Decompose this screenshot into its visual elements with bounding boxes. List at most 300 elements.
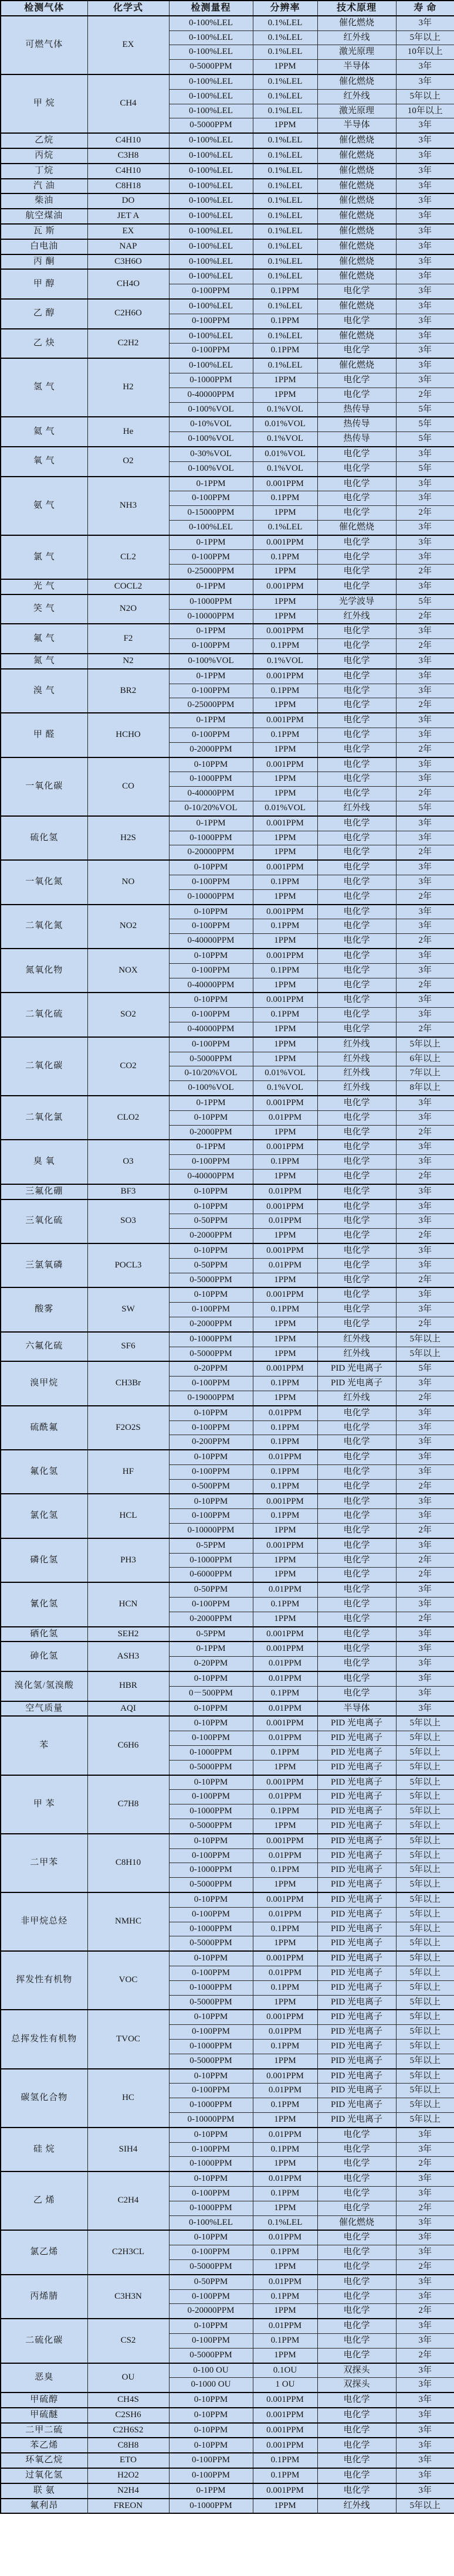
range-cell: 0-1000PPM xyxy=(169,831,253,845)
table-row xyxy=(1,74,454,89)
gas-name-cell: 二氧化氯 xyxy=(1,1096,87,1140)
range-cell: 0-10PPM xyxy=(169,2171,253,2186)
formula-cell: SEH2 xyxy=(87,1627,169,1642)
formula-cell: DO xyxy=(87,193,169,209)
formula-cell: C6H6 xyxy=(87,1716,169,1775)
formula-cell: OU xyxy=(87,2363,169,2393)
range-cell: 0-10PPM xyxy=(169,2128,253,2142)
formula-cell: NAP xyxy=(87,239,169,254)
gas-name-cell: 三氯氧磷 xyxy=(1,1243,87,1287)
table-row xyxy=(1,358,454,373)
lifespan-cell: 2年 xyxy=(396,388,454,402)
gas-name-cell: 丁烷 xyxy=(1,164,87,179)
lifespan-cell: 3年 xyxy=(396,1598,454,1612)
lifespan-cell: 3年 xyxy=(396,118,454,133)
gas-name-cell: 六氟化硫 xyxy=(1,1332,87,1362)
resolution-cell: 1PPM xyxy=(253,1229,317,1243)
principle-cell: 电化学 xyxy=(317,2245,396,2260)
principle-cell: 电化学 xyxy=(317,949,396,963)
principle-cell: 电化学 xyxy=(317,698,396,713)
formula-cell: HF xyxy=(87,1450,169,1494)
lifespan-cell: 3年 xyxy=(396,269,454,284)
resolution-cell: 0.1OU xyxy=(253,2363,317,2378)
principle-cell: 电化学 xyxy=(317,1553,396,1568)
formula-cell: He xyxy=(87,417,169,447)
resolution-cell: 1PPM xyxy=(253,1524,317,1538)
formula-cell: C8H18 xyxy=(87,179,169,194)
table-row xyxy=(1,2171,454,2186)
col-header-principle: 技术原理 xyxy=(317,1,396,16)
principle-cell: 光学波导 xyxy=(317,594,396,609)
range-cell: 0-10PPM xyxy=(169,1834,253,1848)
principle-cell: 电化学 xyxy=(317,831,396,845)
principle-cell: 电化学 xyxy=(317,2408,396,2423)
principle-cell: 电化学 xyxy=(317,624,396,638)
gas-name-cell: 二甲二硫 xyxy=(1,2423,87,2438)
formula-cell: SO3 xyxy=(87,1199,169,1243)
formula-cell: POCL3 xyxy=(87,1243,169,1287)
gas-name-cell: 甲 苯 xyxy=(1,1775,87,1834)
range-cell: 0-10PPM xyxy=(169,1775,253,1790)
principle-cell: PID 光电离子 xyxy=(317,2010,396,2024)
range-cell: 0-1000PPM xyxy=(169,1746,253,1761)
principle-cell: 电化学 xyxy=(317,344,396,358)
formula-cell: JET A xyxy=(87,209,169,224)
resolution-cell: 0.1PPM xyxy=(253,1155,317,1170)
resolution-cell: 1PPM xyxy=(253,1169,317,1184)
principle-cell: 电化学 xyxy=(317,1538,396,1553)
lifespan-cell: 3年 xyxy=(396,2423,454,2438)
range-cell: 0-100PPM xyxy=(169,1420,253,1435)
gas-name-cell: 硫化氢 xyxy=(1,816,87,860)
lifespan-cell: 3年 xyxy=(396,193,454,209)
lifespan-cell: 2年 xyxy=(396,639,454,654)
principle-cell: 电化学 xyxy=(317,2453,396,2468)
table-row xyxy=(1,579,454,594)
table-row xyxy=(1,1701,454,1717)
lifespan-cell: 3年 xyxy=(396,579,454,594)
table-row xyxy=(1,2069,454,2084)
range-cell: 0-100PPM xyxy=(169,314,253,328)
range-cell: 0-5000PPM xyxy=(169,2259,253,2274)
range-cell: 0-10PPM xyxy=(169,1287,253,1302)
lifespan-cell: 3年 xyxy=(396,1464,454,1479)
resolution-cell: 1PPM xyxy=(253,1760,317,1775)
resolution-cell: 1PPM xyxy=(253,1878,317,1892)
range-cell: 0-2000PPM xyxy=(169,742,253,757)
gas-name-cell: 航空煤油 xyxy=(1,209,87,224)
lifespan-cell: 3年 xyxy=(396,520,454,535)
gas-name-cell: 过氧化氢 xyxy=(1,2468,87,2483)
range-cell: 0-100PPM xyxy=(169,728,253,743)
resolution-cell: 1PPM xyxy=(253,831,317,845)
range-cell: 0-1000PPM xyxy=(169,1863,253,1878)
lifespan-cell: 5年 xyxy=(396,432,454,447)
col-header-resolution: 分辨率 xyxy=(253,1,317,16)
col-header-formula: 化学式 xyxy=(87,1,169,16)
range-cell: 0-10PPM xyxy=(169,1450,253,1464)
range-cell: 0-20PPM xyxy=(169,1657,253,1671)
resolution-cell: 0.1%VOL xyxy=(253,402,317,417)
range-cell: 0-1000PPM xyxy=(169,1804,253,1819)
gas-name-cell: 氧 气 xyxy=(1,447,87,477)
principle-cell: PID 光电离子 xyxy=(317,2039,396,2054)
resolution-cell: 0.1PPM xyxy=(253,2098,317,2113)
range-cell: 0-100PPM xyxy=(169,1155,253,1170)
resolution-cell: 1PPM xyxy=(253,2259,317,2274)
principle-cell: PID 光电离子 xyxy=(317,1907,396,1922)
formula-cell: HCL xyxy=(87,1494,169,1538)
resolution-cell: 0.1%LEL xyxy=(253,299,317,314)
principle-cell: 电化学 xyxy=(317,787,396,801)
table-row xyxy=(1,1096,454,1110)
lifespan-cell: 3年 xyxy=(396,2378,454,2393)
range-cell: 0-1PPM xyxy=(169,535,253,550)
range-cell: 0-500PPM xyxy=(169,1479,253,1494)
lifespan-cell: 3年 xyxy=(396,2128,454,2142)
principle-cell: 电化学 xyxy=(317,565,396,579)
resolution-cell: 0.1PPM xyxy=(253,875,317,890)
principle-cell: 激光原理 xyxy=(317,104,396,118)
range-cell: 0-100PPM xyxy=(169,2468,253,2483)
table-row xyxy=(1,654,454,669)
resolution-cell: 0.1%LEL xyxy=(253,209,317,224)
resolution-cell: 0.1%VOL xyxy=(253,432,317,447)
resolution-cell: 0.001PPM xyxy=(253,2408,317,2423)
range-cell: 0-40000PPM xyxy=(169,1022,253,1036)
principle-cell: 红外线 xyxy=(317,89,396,104)
lifespan-cell: 3年 xyxy=(396,1214,454,1229)
principle-cell: 电化学 xyxy=(317,2393,396,2408)
resolution-cell: 0.01%VOL xyxy=(253,447,317,461)
principle-cell: 电化学 xyxy=(317,491,396,506)
resolution-cell: 0.01PPM xyxy=(253,1184,317,1199)
lifespan-cell: 5年 xyxy=(396,417,454,431)
lifespan-cell: 5年以上 xyxy=(396,1834,454,1848)
range-cell: 0-100%LEL xyxy=(169,45,253,60)
lifespan-cell: 3年 xyxy=(396,550,454,565)
range-cell: 0-30%VOL xyxy=(169,447,253,461)
table-row xyxy=(1,16,454,30)
lifespan-cell: 5年以上 xyxy=(396,2010,454,2024)
formula-cell: F2O2S xyxy=(87,1406,169,1450)
table-row xyxy=(1,224,454,239)
principle-cell: 电化学 xyxy=(317,2468,396,2483)
resolution-cell: 1PPM xyxy=(253,772,317,787)
principle-cell: 电化学 xyxy=(317,2142,396,2157)
gas-name-cell: 汽 油 xyxy=(1,179,87,194)
resolution-cell: 0.01PPM xyxy=(253,1966,317,1980)
gas-name-cell: 酸雾 xyxy=(1,1287,87,1331)
principle-cell: 电化学 xyxy=(317,373,396,388)
lifespan-cell: 5年以上 xyxy=(396,1892,454,1907)
resolution-cell: 0.1%LEL xyxy=(253,89,317,104)
resolution-cell: 0.01PPM xyxy=(253,1582,317,1597)
lifespan-cell: 3年 xyxy=(396,2142,454,2157)
formula-cell: CL2 xyxy=(87,535,169,579)
range-cell: 0-1000PPM xyxy=(169,1553,253,1568)
resolution-cell: 0.1%LEL xyxy=(253,16,317,30)
lifespan-cell: 3年 xyxy=(396,314,454,328)
range-cell: 0-6000PPM xyxy=(169,1568,253,1582)
principle-cell: 电化学 xyxy=(317,1317,396,1331)
principle-cell: PID 光电离子 xyxy=(317,2069,396,2084)
gas-name-cell: 甲 醛 xyxy=(1,713,87,757)
range-cell: 0-10PPM xyxy=(169,1892,253,1907)
lifespan-cell: 5年以上 xyxy=(396,89,454,104)
range-cell: 0-1PPM xyxy=(169,624,253,638)
lifespan-cell: 5年以上 xyxy=(396,2499,454,2514)
range-cell: 0-10PPM xyxy=(169,1701,253,1717)
resolution-cell: 0.001PPM xyxy=(253,713,317,728)
lifespan-cell: 3年 xyxy=(396,684,454,698)
range-cell: 0-50PPM xyxy=(169,2275,253,2289)
principle-cell: PID 光电离子 xyxy=(317,2112,396,2127)
range-cell: 0-100PPM xyxy=(169,2084,253,2098)
gas-name-cell: 苯乙烯 xyxy=(1,2438,87,2453)
range-cell: 0-10PPM xyxy=(169,2230,253,2245)
resolution-cell: 1PPM xyxy=(253,845,317,860)
lifespan-cell: 3年 xyxy=(396,2453,454,2468)
principle-cell: PID 光电离子 xyxy=(317,1790,396,1804)
principle-cell: 电化学 xyxy=(317,506,396,521)
range-cell: 0-1PPM xyxy=(169,477,253,491)
table-row xyxy=(1,905,454,919)
resolution-cell: 1PPM xyxy=(253,1819,317,1834)
resolution-cell: 1PPM xyxy=(253,978,317,993)
gas-name-cell: 硫酰氟 xyxy=(1,1406,87,1450)
resolution-cell: 1PPM xyxy=(253,2499,317,2514)
lifespan-cell: 3年 xyxy=(396,713,454,728)
table-row xyxy=(1,2423,454,2438)
lifespan-cell: 5年以上 xyxy=(396,2039,454,2054)
formula-cell: C4H10 xyxy=(87,133,169,148)
principle-cell: 电化学 xyxy=(317,2171,396,2186)
resolution-cell: 1PPM xyxy=(253,934,317,949)
lifespan-cell: 2年 xyxy=(396,506,454,521)
principle-cell: 电化学 xyxy=(317,1642,396,1656)
lifespan-cell: 5年以上 xyxy=(396,1760,454,1775)
gas-table-body xyxy=(1,16,454,2514)
principle-cell: PID 光电离子 xyxy=(317,1377,396,1391)
resolution-cell: 1PPM xyxy=(253,1037,317,1052)
table-row xyxy=(1,624,454,638)
lifespan-cell: 2年 xyxy=(396,698,454,713)
formula-cell: C8H8 xyxy=(87,2438,169,2453)
principle-cell: PID 光电离子 xyxy=(317,2098,396,2113)
lifespan-cell: 2年 xyxy=(396,1022,454,1036)
table-row xyxy=(1,477,454,491)
range-cell: 0-1000PPM xyxy=(169,373,253,388)
range-cell: 0-25000PPM xyxy=(169,698,253,713)
resolution-cell: 0.1PPM xyxy=(253,728,317,743)
resolution-cell: 0.1PPM xyxy=(253,684,317,698)
principle-cell: 电化学 xyxy=(317,1435,396,1450)
lifespan-cell: 10年以上 xyxy=(396,104,454,118)
resolution-cell: 0.01PPM xyxy=(253,1790,317,1804)
resolution-cell: 1PPM xyxy=(253,1936,317,1951)
lifespan-cell: 3年 xyxy=(396,1671,454,1686)
principle-cell: PID 光电离子 xyxy=(317,1966,396,1980)
resolution-cell: 0.001PPM xyxy=(253,1716,317,1731)
principle-cell: PID 光电离子 xyxy=(317,1951,396,1966)
lifespan-cell: 3年 xyxy=(396,1582,454,1597)
gas-name-cell: 溴化氢/氢溴酸 xyxy=(1,1671,87,1701)
lifespan-cell: 2年 xyxy=(396,742,454,757)
range-cell: 0-10PPM xyxy=(169,2438,253,2453)
lifespan-cell: 3年 xyxy=(396,860,454,875)
resolution-cell: 1PPM xyxy=(253,742,317,757)
resolution-cell: 0.1%LEL xyxy=(253,45,317,60)
resolution-cell: 0.1%LEL xyxy=(253,133,317,148)
table-row xyxy=(1,2363,454,2378)
range-cell: 0-50PPM xyxy=(169,1582,253,1597)
lifespan-cell: 3年 xyxy=(396,875,454,890)
resolution-cell: 0.01PPM xyxy=(253,2230,317,2245)
lifespan-cell: 2年 xyxy=(396,609,454,624)
range-cell: 0-10/20%VOL xyxy=(169,1066,253,1081)
lifespan-cell: 3年 xyxy=(396,2393,454,2408)
range-cell: 0-20PPM xyxy=(169,1361,253,1376)
resolution-cell: 0.1PPM xyxy=(253,1804,317,1819)
table-row xyxy=(1,2319,454,2333)
resolution-cell: 0.001PPM xyxy=(253,624,317,638)
table-row xyxy=(1,2408,454,2423)
col-header-lifespan: 寿 命 xyxy=(396,1,454,16)
lifespan-cell: 3年 xyxy=(396,344,454,358)
range-cell: 0-5000PPM xyxy=(169,1878,253,1892)
resolution-cell: 1 OU xyxy=(253,2378,317,2393)
formula-cell: H2O2 xyxy=(87,2468,169,2483)
lifespan-cell: 2年 xyxy=(396,2348,454,2363)
resolution-cell: 0.01PPM xyxy=(253,1671,317,1686)
resolution-cell: 1PPM xyxy=(253,2201,317,2215)
principle-cell: 催化燃烧 xyxy=(317,164,396,179)
resolution-cell: 0.1PPM xyxy=(253,2245,317,2260)
range-cell: 0-100%LEL xyxy=(169,269,253,284)
gas-name-cell: 空气质量 xyxy=(1,1701,87,1717)
formula-cell: EX xyxy=(87,16,169,74)
principle-cell: 红外线 xyxy=(317,801,396,816)
lifespan-cell: 5年以上 xyxy=(396,2069,454,2084)
resolution-cell: 0.001PPM xyxy=(253,905,317,919)
principle-cell: 红外线 xyxy=(317,1052,396,1066)
lifespan-cell: 3年 xyxy=(396,2483,454,2499)
resolution-cell: 1PPM xyxy=(253,1347,317,1361)
table-row xyxy=(1,1406,454,1420)
principle-cell: 红外线 xyxy=(317,1066,396,1081)
principle-cell: 电化学 xyxy=(317,816,396,831)
range-cell: 0-50PPM xyxy=(169,1214,253,1229)
resolution-cell: 0.1PPM xyxy=(253,284,317,299)
principle-cell: 电化学 xyxy=(317,1612,396,1626)
table-row xyxy=(1,2128,454,2142)
principle-cell: 红外线 xyxy=(317,1332,396,1347)
table-row xyxy=(1,239,454,254)
formula-cell: CO xyxy=(87,757,169,816)
principle-cell: PID 光电离子 xyxy=(317,1980,396,1995)
gas-name-cell: 碳氢化合物 xyxy=(1,2069,87,2128)
principle-cell: 催化燃烧 xyxy=(317,254,396,270)
resolution-cell: 0.001PPM xyxy=(253,535,317,550)
table-row xyxy=(1,2499,454,2514)
lifespan-cell: 3年 xyxy=(396,1509,454,1524)
formula-cell: TVOC xyxy=(87,2010,169,2068)
principle-cell: 电化学 xyxy=(317,1287,396,1302)
lifespan-cell: 5年 xyxy=(396,461,454,476)
principle-cell: 电化学 xyxy=(317,1420,396,1435)
principle-cell: 电化学 xyxy=(317,1273,396,1287)
range-cell: 0-5000PPM xyxy=(169,2348,253,2363)
lifespan-cell: 3年 xyxy=(396,2363,454,2378)
table-row xyxy=(1,299,454,314)
principle-cell: 热传导 xyxy=(317,432,396,447)
resolution-cell: 0.1%LEL xyxy=(253,254,317,270)
resolution-cell: 0.001PPM xyxy=(253,2438,317,2453)
range-cell: 0-100PPM xyxy=(169,1509,253,1524)
principle-cell: PID 光电离子 xyxy=(317,1936,396,1951)
lifespan-cell: 3年 xyxy=(396,477,454,491)
principle-cell: 半导体 xyxy=(317,118,396,133)
table-row xyxy=(1,1716,454,1731)
gas-name-cell: 甲硫醇 xyxy=(1,2393,87,2408)
resolution-cell: 0.001PPM xyxy=(253,1892,317,1907)
range-cell: 0-40000PPM xyxy=(169,787,253,801)
lifespan-cell: 3年 xyxy=(396,239,454,254)
principle-cell: 催化燃烧 xyxy=(317,239,396,254)
formula-cell: VOC xyxy=(87,1951,169,2010)
principle-cell: 红外线 xyxy=(317,1037,396,1052)
table-row xyxy=(1,269,454,284)
table-row xyxy=(1,1582,454,1597)
lifespan-cell: 3年 xyxy=(396,1155,454,1170)
table-row xyxy=(1,1627,454,1642)
principle-cell: PID 光电离子 xyxy=(317,1775,396,1790)
lifespan-cell: 5年以上 xyxy=(396,2054,454,2068)
lifespan-cell: 3年 xyxy=(396,2408,454,2423)
range-cell: 0-1000PPM xyxy=(169,2039,253,2054)
gas-name-cell: 乙 醇 xyxy=(1,299,87,329)
range-cell: 0-100%LEL xyxy=(169,30,253,45)
range-cell: 0-100PPM xyxy=(169,491,253,506)
principle-cell: 电化学 xyxy=(317,669,396,684)
range-cell: 0-5000PPM xyxy=(169,1347,253,1361)
lifespan-cell: 8年以上 xyxy=(396,1081,454,1096)
formula-cell: HBR xyxy=(87,1671,169,1701)
lifespan-cell: 3年 xyxy=(396,2245,454,2260)
principle-cell: PID 光电离子 xyxy=(317,1746,396,1761)
formula-cell: HCN xyxy=(87,1582,169,1626)
lifespan-cell: 3年 xyxy=(396,209,454,224)
formula-cell: AQI xyxy=(87,1701,169,1717)
gas-name-cell: 环氧乙烷 xyxy=(1,2453,87,2468)
formula-cell: HCHO xyxy=(87,713,169,757)
formula-cell: ETO xyxy=(87,2453,169,2468)
lifespan-cell: 5年以上 xyxy=(396,1804,454,1819)
resolution-cell: 0.1PPM xyxy=(253,1922,317,1936)
principle-cell: 电化学 xyxy=(317,654,396,669)
range-cell: 0-10PPM xyxy=(169,2408,253,2423)
lifespan-cell: 3年 xyxy=(396,1406,454,1420)
lifespan-cell: 5年以上 xyxy=(396,1922,454,1936)
principle-cell: 电化学 xyxy=(317,1096,396,1110)
range-cell: 0-100PPM xyxy=(169,284,253,299)
formula-cell: PH3 xyxy=(87,1538,169,1582)
principle-cell: 双探头 xyxy=(317,2378,396,2393)
principle-cell: 电化学 xyxy=(317,2483,396,2499)
table-row xyxy=(1,1775,454,1790)
range-cell: 0-100PPM xyxy=(169,1377,253,1391)
